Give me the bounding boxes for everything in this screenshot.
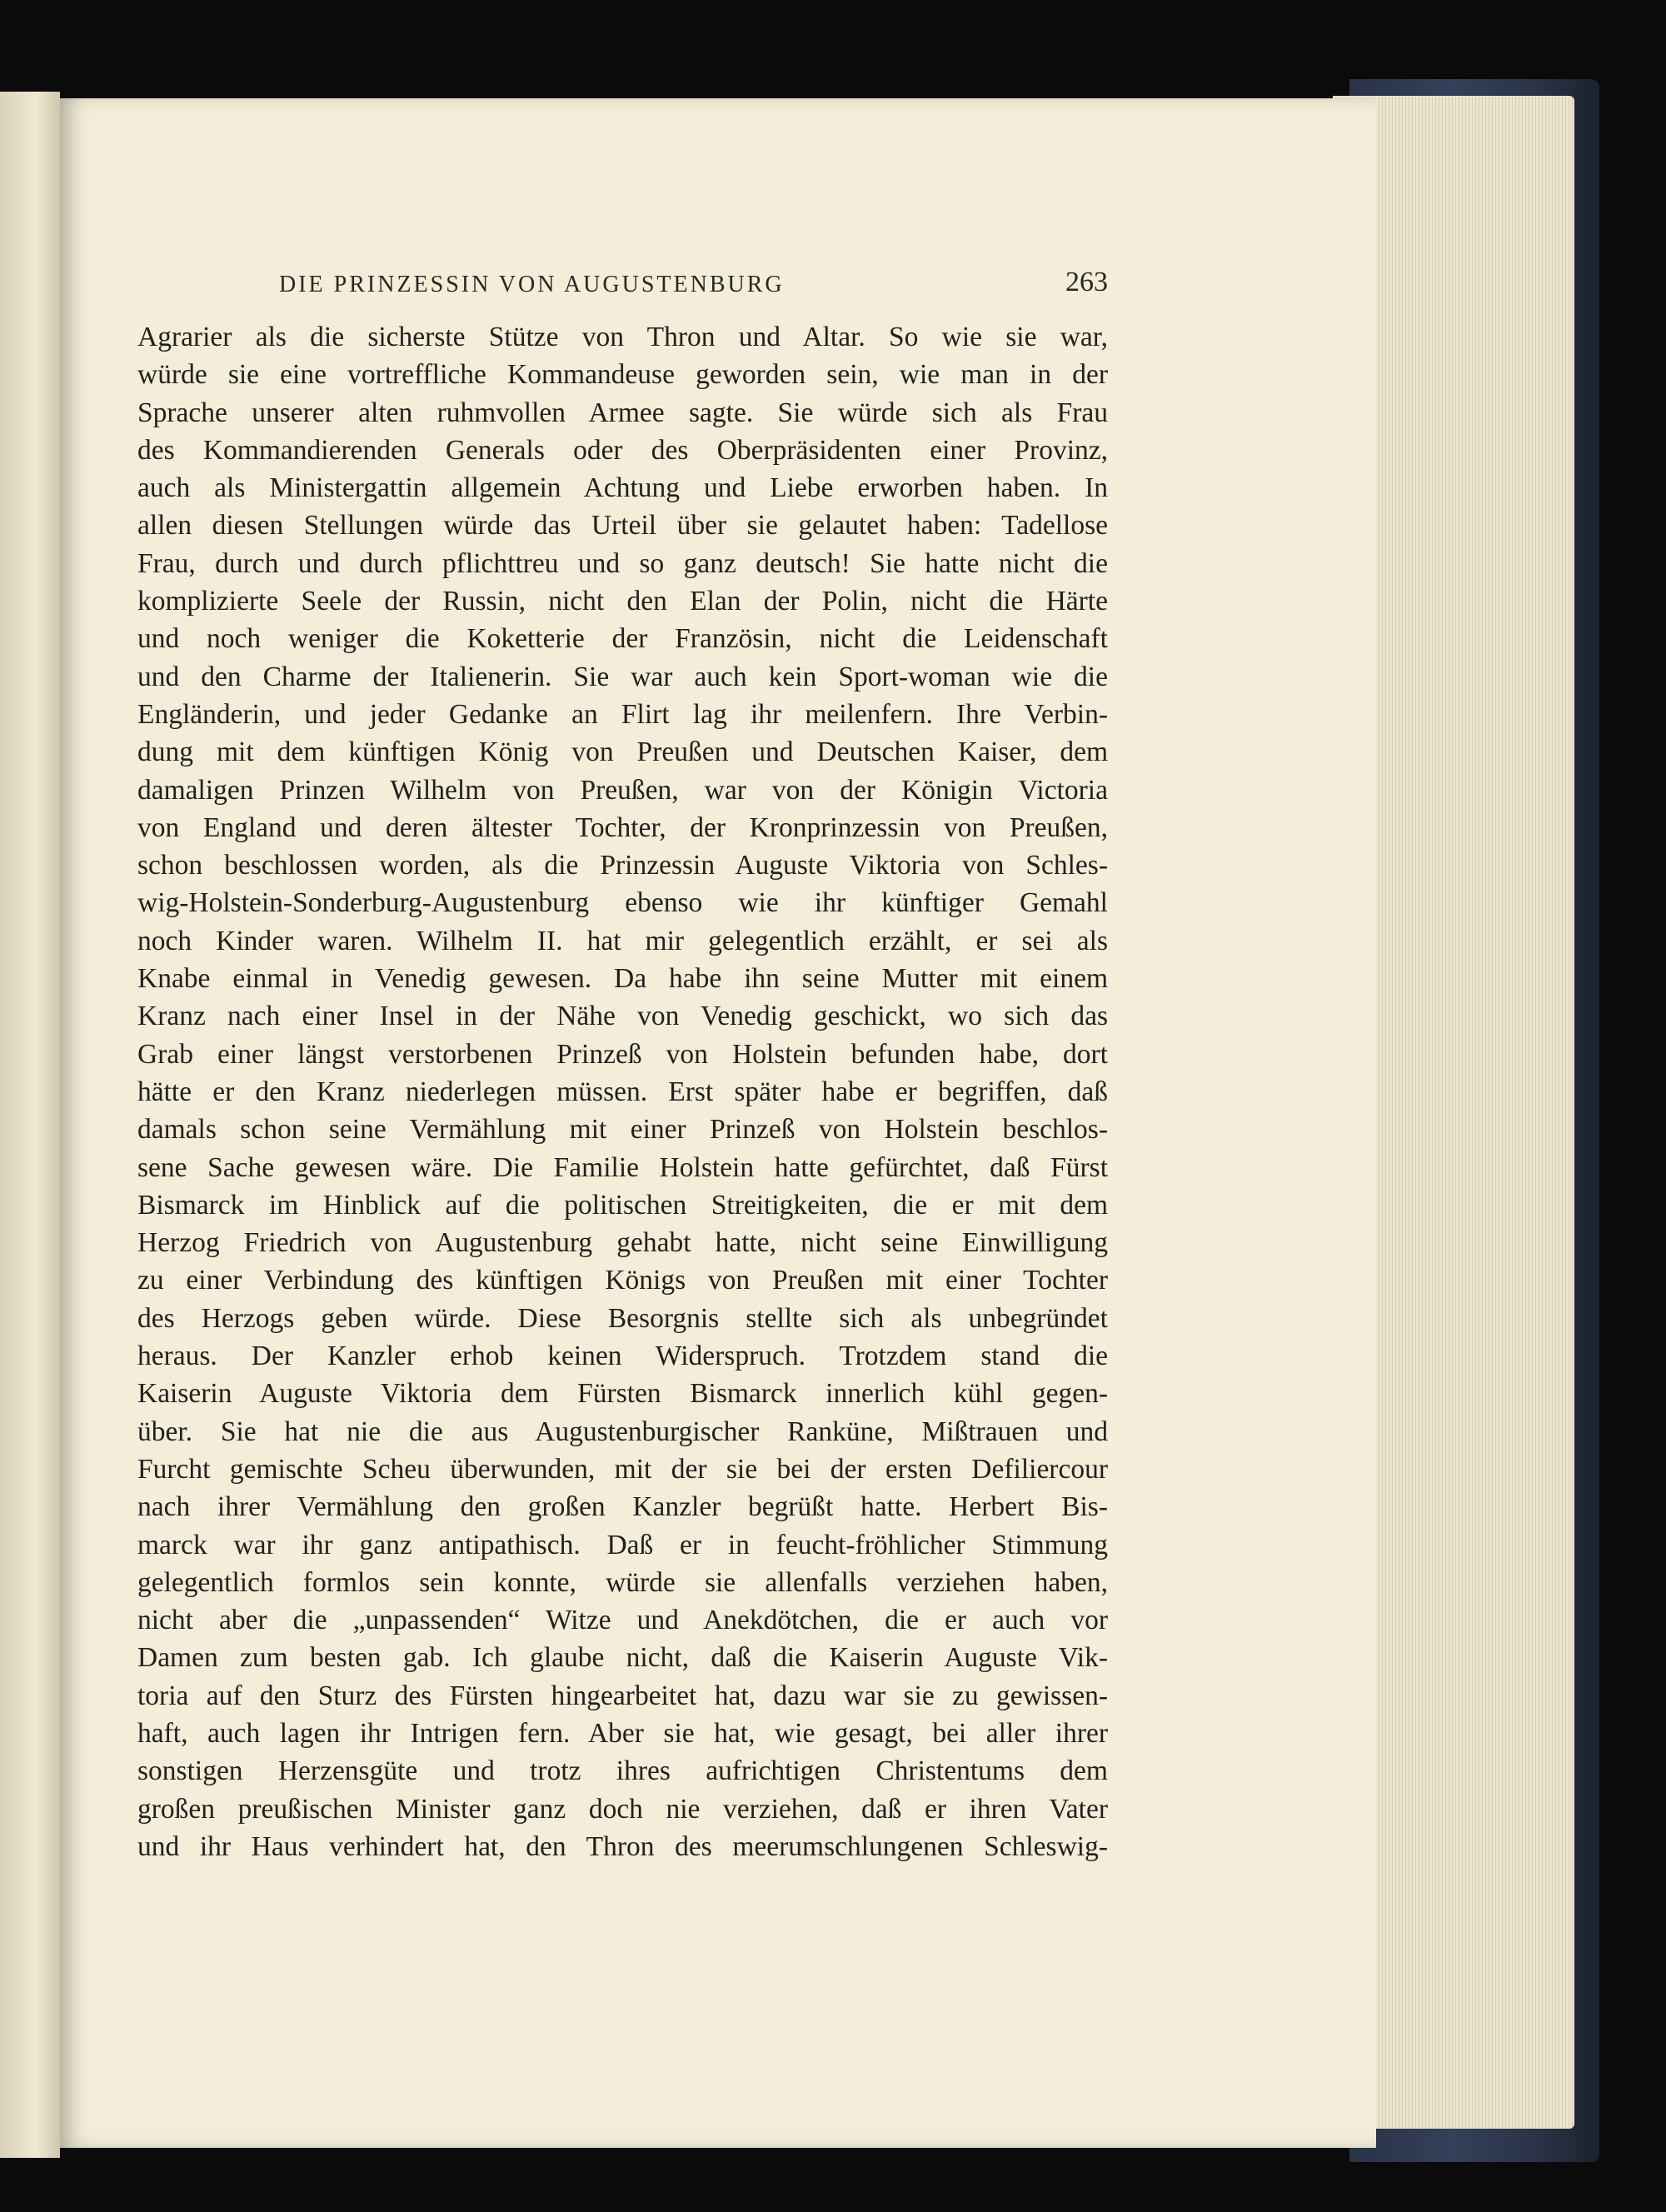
text-line: Furcht gemischte Scheu überwunden, mit der sie bei der ersten Defiliercour bbox=[137, 1453, 1108, 1485]
text-line: damaligen Prinzen Wilhelm von Preußen, war von der Königin Victoria bbox=[137, 774, 1108, 806]
text-line: gelegentlich formlos sein konnte, würde sie allenfalls verziehen haben, bbox=[137, 1566, 1108, 1598]
text-line: Agrarier als die sicherste Stütze von Thron und Altar. So wie sie war, bbox=[137, 322, 1108, 352]
text-line: toria auf den Sturz des Fürsten hingearbeitet hat, dazu war sie zu gewissen- bbox=[137, 1680, 1108, 1711]
chapter-title: DIE PRINZESSIN VON AUGUSTENBURG bbox=[279, 272, 785, 297]
running-head bbox=[204, 265, 1108, 315]
text-line: und ihr Haus verhindert hat, den Thron des meerumschlungenen Schleswig- bbox=[137, 1830, 1108, 1862]
text-line: Frau, durch und durch pflichttreu und so ganz deutsch! Sie hatte nicht die bbox=[137, 547, 1108, 579]
text-line: Knabe einmal in Venedig gewesen. Da habe ihn seine Mutter mit einem bbox=[137, 963, 1108, 995]
text-line: damals schon seine Vermählung mit einer Prinzeß von Holstein beschlos- bbox=[137, 1114, 1108, 1146]
text-line: Engländerin, und jeder Gedanke an Flirt lag ihr meilenfern. Ihre Verbin- bbox=[137, 698, 1108, 730]
text-line: noch Kinder waren. Wilhelm II. hat mir gelegentlich erzählt, er sei als bbox=[137, 925, 1108, 956]
page-number: 263 bbox=[1065, 267, 1108, 297]
text-line: allen diesen Stellungen würde das Urteil über sie gelautet haben: Tadellose bbox=[137, 510, 1108, 542]
text-line: marck war ihr ganz antipathisch. Daß er in feucht-fröhlicher Stimmung bbox=[137, 1529, 1108, 1560]
text-line: des Kommandierenden Generals oder des Oberpräsidenten einer Provinz, bbox=[137, 434, 1108, 466]
text-line: sene Sache gewesen wäre. Die Familie Holstein hatte gefürchtet, daß Fürst bbox=[137, 1151, 1108, 1183]
text-line: Grab einer längst verstorbenen Prinzeß von Holstein befunden habe, dort bbox=[137, 1038, 1108, 1070]
text-line: Kaiserin Auguste Viktoria dem Fürsten Bismarck innerlich kühl gegen- bbox=[137, 1378, 1108, 1410]
text-line: sonstigen Herzensgüte und trotz ihres aufrichtigen Christentums dem bbox=[137, 1755, 1108, 1787]
text-line: Damen zum besten gab. Ich glaube nicht, daß die Kaiserin Auguste Vik- bbox=[137, 1642, 1108, 1674]
text-line: hätte er den Kranz niederlegen müssen. Erst später habe er begriffen, daß bbox=[137, 1076, 1108, 1107]
text-line: komplizierte Seele der Russin, nicht den Elan der Polin, nicht die Härte bbox=[137, 586, 1108, 617]
text-line: nach ihrer Vermählung den großen Kanzler begrüßt hatte. Herbert Bis- bbox=[137, 1491, 1108, 1523]
text-line: von England und deren ältester Tochter, der Kronprinzessin von Preußen, bbox=[137, 811, 1108, 843]
text-line: und noch weniger die Koketterie der Französin, nicht die Leidenschaft bbox=[137, 623, 1108, 655]
text-line: des Herzogs geben würde. Diese Besorgnis stellte sich als unbegründet bbox=[137, 1302, 1108, 1334]
text-line: dung mit dem künftigen König von Preußen und Deutschen Kaiser, dem bbox=[137, 737, 1108, 768]
text-line: schon beschlossen worden, als die Prinzessin Auguste Viktoria von Schles- bbox=[137, 850, 1108, 881]
text-line: wig-Holstein-Sonderburg-Augustenburg ebenso wie ihr künftiger Gemahl bbox=[137, 887, 1108, 919]
text-line: Sprache unserer alten ruhmvollen Armee sagte. Sie würde sich als Frau bbox=[137, 397, 1108, 428]
left-page-edge bbox=[0, 92, 60, 2158]
text-line: Bismarck im Hinblick auf die politischen Streitigkeiten, die er mit dem bbox=[137, 1189, 1108, 1221]
text-line: zu einer Verbindung des künftigen Königs von Preußen mit einer Tochter bbox=[137, 1265, 1108, 1296]
text-line: über. Sie hat nie die aus Augustenburgischer Rankünе, Mißtrauen und bbox=[137, 1416, 1108, 1447]
text-line: nicht aber die „unpassenden“ Witze und Anekdötchen, die er auch vor bbox=[137, 1605, 1108, 1636]
text-line: großen preußischen Minister ganz doch nie verziehen, daß er ihren Vater bbox=[137, 1793, 1108, 1825]
text-line: würde sie eine vortreffliche Kommandeuse geworden sein, wie man in der bbox=[137, 359, 1108, 391]
text-line: heraus. Der Kanzler erhob keinen Widerspruch. Trotzdem stand die bbox=[137, 1341, 1108, 1372]
text-line: auch als Ministergattin allgemein Achtung und Liebe erworben haben. In bbox=[137, 472, 1108, 504]
text-line: Herzog Friedrich von Augustenburg gehabt hatte, nicht seine Einwilligung bbox=[137, 1227, 1108, 1259]
text-line: haft, auch lagen ihr Intrigen fern. Aber sie hat, wie gesagt, bei aller ihrer bbox=[137, 1717, 1108, 1749]
text-line: und den Charme der Italienerin. Sie war auch kein Sport-woman wie die bbox=[137, 661, 1108, 692]
text-line: Kranz nach einer Insel in der Nähe von Venedig geschickt, wo sich das bbox=[137, 1001, 1108, 1032]
body-text bbox=[137, 318, 1108, 1865]
